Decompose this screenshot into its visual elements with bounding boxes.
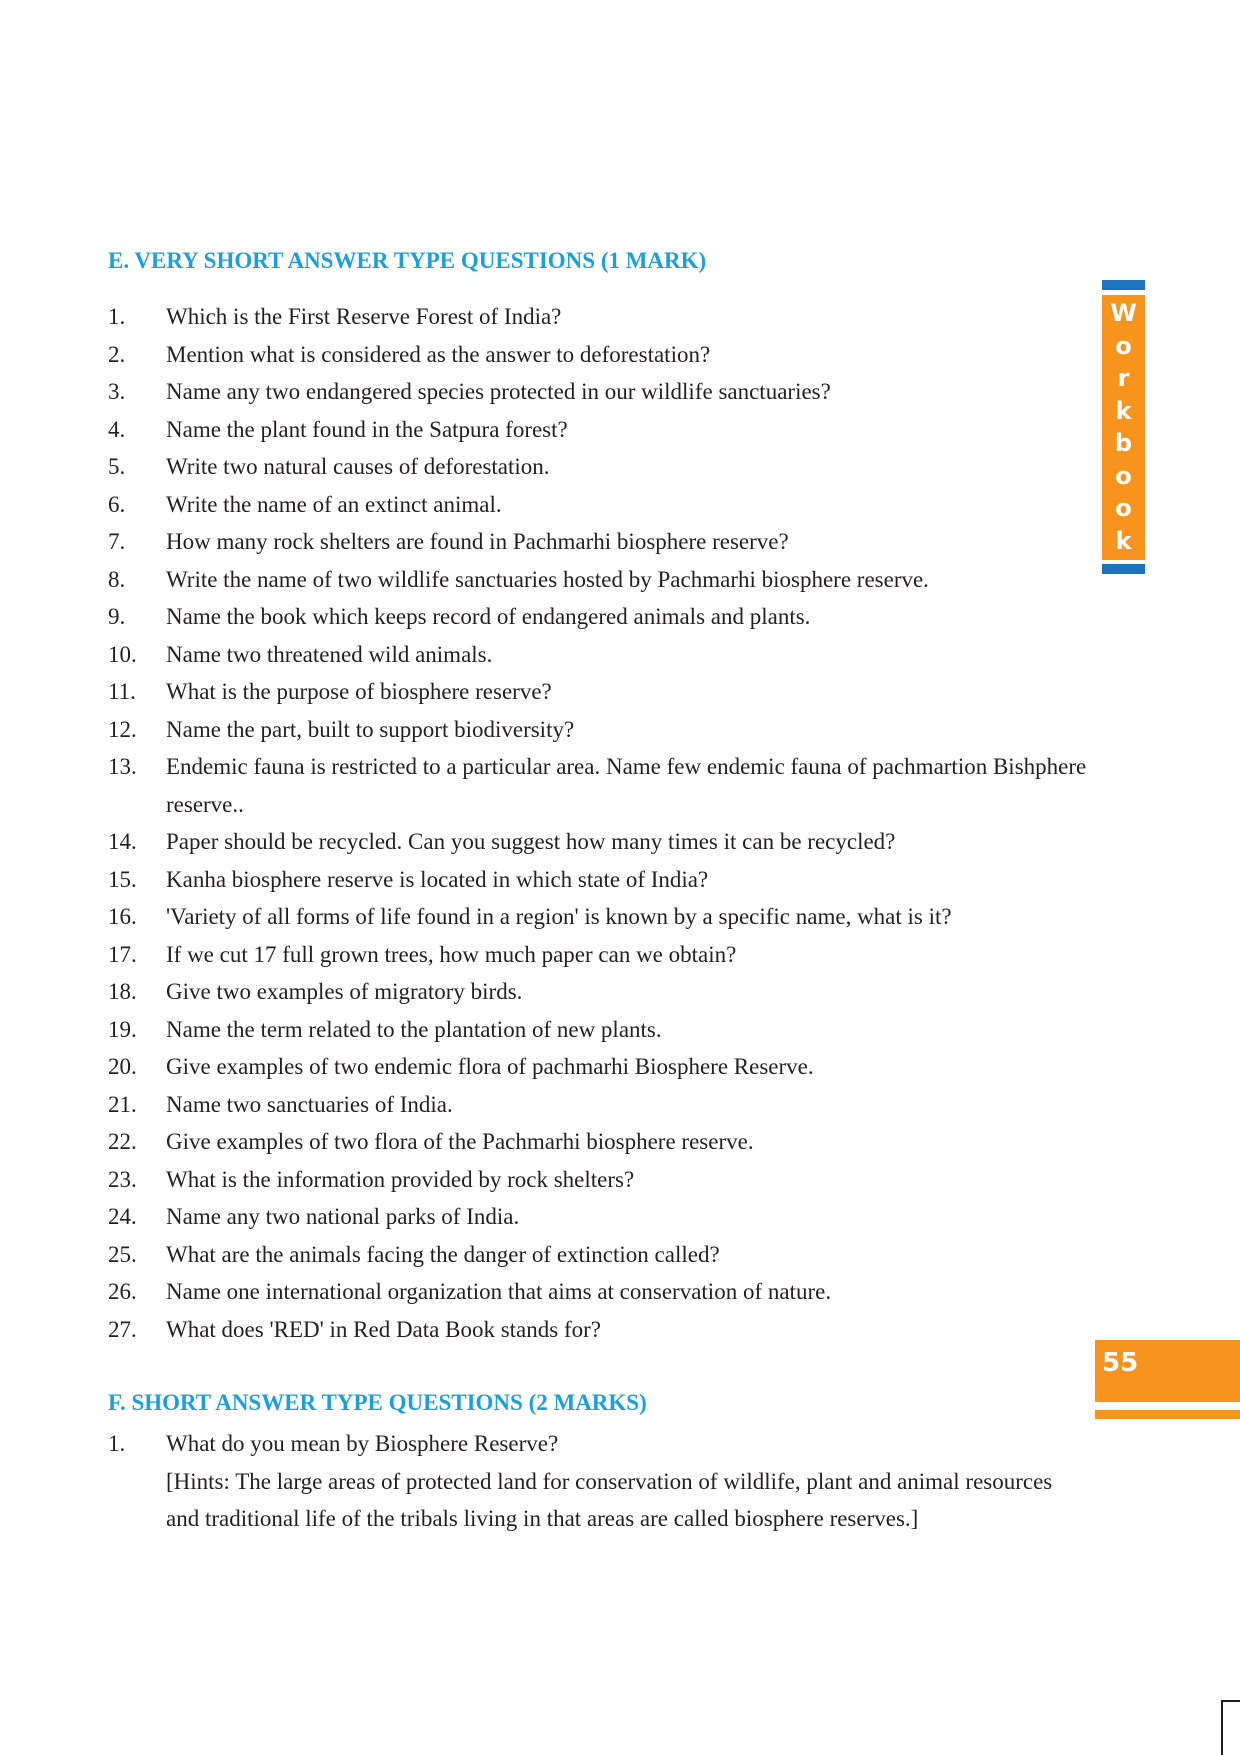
question-item bbox=[108, 448, 1088, 486]
question-text: What is the information provided by rock shelters? bbox=[166, 1166, 635, 1192]
question-text: Name the book which keeps record of endangered animals and plants. bbox=[166, 604, 811, 629]
question-item bbox=[108, 1123, 1088, 1161]
question-number: 6. bbox=[108, 491, 126, 517]
question-number: 9. bbox=[108, 604, 126, 629]
question-text: Mention what is considered as the answer to deforestation? bbox=[166, 341, 711, 367]
workbook-side-tab bbox=[1102, 295, 1145, 560]
crop-mark-horizontal bbox=[1221, 1700, 1240, 1702]
question-text: Endemic fauna is restricted to a particular area. Name few endemic fauna of pachmartion Bishphere reserve.. bbox=[166, 754, 1087, 817]
question-text: What do you mean by Biosphere Reserve? bbox=[166, 1431, 559, 1456]
question-text: Name the term related to the plantation of new plants. bbox=[166, 1016, 662, 1042]
side-tab-letter: k bbox=[1115, 396, 1132, 425]
section-e-heading: E. VERY SHORT ANSWER TYPE QUESTIONS (1 MARK) bbox=[108, 248, 707, 273]
question-text: What is the purpose of biosphere reserve? bbox=[166, 679, 552, 704]
question-item bbox=[108, 673, 1088, 711]
question-text: Name one international organization that aims at conservation of nature. bbox=[166, 1279, 832, 1304]
crop-mark-vertical bbox=[1221, 1702, 1223, 1755]
question-item bbox=[108, 561, 1088, 599]
side-tab-letter: o bbox=[1115, 461, 1132, 490]
question-item bbox=[108, 636, 1088, 674]
question-item bbox=[108, 1311, 1088, 1349]
question-item bbox=[108, 861, 1088, 899]
question-item bbox=[108, 336, 1088, 374]
question-text: How many rock shelters are found in Pachmarhi biosphere reserve? bbox=[166, 529, 789, 554]
question-text: Paper should be recycled. Can you suggest how many times it can be recycled? bbox=[166, 829, 896, 854]
question-number: 12. bbox=[108, 716, 137, 742]
question-item bbox=[108, 1273, 1088, 1311]
question-text: Name any two national parks of India. bbox=[166, 1204, 520, 1229]
question-text: Which is the First Reserve Forest of India? bbox=[166, 304, 562, 329]
question-item bbox=[108, 1236, 1088, 1274]
question-number: 8. bbox=[108, 566, 126, 592]
question-number: 7. bbox=[108, 529, 126, 554]
question-text: What does 'RED' in Red Data Book stands for? bbox=[166, 1316, 601, 1342]
page-number-underline bbox=[1095, 1410, 1240, 1419]
question-item bbox=[108, 898, 1088, 936]
question-item bbox=[108, 298, 1088, 336]
question-text: Kanha biosphere reserve is located in which state of India? bbox=[166, 866, 709, 892]
question-item bbox=[108, 373, 1088, 411]
question-number: 15. bbox=[108, 866, 137, 892]
question-text: If we cut 17 full grown trees, how much paper can we obtain? bbox=[166, 941, 737, 967]
side-tab-letter: W bbox=[1110, 299, 1137, 327]
side-tab-letter: k bbox=[1115, 526, 1132, 555]
question-text: Give examples of two endemic flora of pachmarhi Biosphere Reserve. bbox=[166, 1054, 814, 1079]
question-item bbox=[108, 411, 1088, 449]
question-number: 14. bbox=[108, 829, 137, 854]
question-number: 21. bbox=[108, 1091, 137, 1117]
question-text: Name any two endangered species protected in our wildlife sanctuaries? bbox=[166, 379, 831, 404]
question-number: 1. bbox=[108, 304, 126, 329]
question-item bbox=[108, 598, 1088, 636]
question-text: 'Variety of all forms of life found in a region' is known by a specific name, what is it? bbox=[166, 904, 952, 929]
question-text: Name two threatened wild animals. bbox=[166, 641, 493, 667]
question-text: Give examples of two flora of the Pachmarhi biosphere reserve. bbox=[166, 1129, 754, 1154]
question-number: 1. bbox=[108, 1431, 126, 1456]
side-tab-letter: r bbox=[1117, 364, 1130, 392]
page-number-box bbox=[1095, 1340, 1240, 1402]
question-text: Write the name of two wildlife sanctuaries hosted by Pachmarhi biosphere reserve. bbox=[166, 566, 929, 592]
question-number: 4. bbox=[108, 416, 126, 442]
question-number: 19. bbox=[108, 1016, 137, 1042]
question-item bbox=[108, 823, 1088, 861]
answer-hint: [Hints: The large areas of protected land for conservation of wildlife, plant and animal resources and traditional life of the tribals living in that areas are called biosphere reserves.] bbox=[166, 1468, 1053, 1531]
question-number: 23. bbox=[108, 1166, 137, 1192]
question-item bbox=[108, 936, 1088, 974]
question-number: 25. bbox=[108, 1241, 137, 1267]
question-text: Name two sanctuaries of India. bbox=[166, 1091, 453, 1117]
side-tab-letter: o bbox=[1115, 494, 1132, 522]
question-item bbox=[108, 1086, 1088, 1124]
question-item bbox=[108, 1011, 1088, 1049]
section-e-question-list bbox=[108, 298, 1088, 1348]
question-number: 5. bbox=[108, 454, 126, 479]
question-number: 10. bbox=[108, 641, 137, 667]
question-text: Name the part, built to support biodiversity? bbox=[166, 716, 575, 742]
question-text: Write two natural causes of deforestation. bbox=[166, 454, 550, 479]
question-item bbox=[108, 748, 1088, 823]
question-item bbox=[108, 1048, 1088, 1086]
question-number: 27. bbox=[108, 1316, 137, 1342]
question-number: 17. bbox=[108, 941, 137, 967]
side-tab-letter: b bbox=[1114, 429, 1133, 457]
question-item bbox=[108, 523, 1088, 561]
section-f-heading: F. SHORT ANSWER TYPE QUESTIONS (2 MARKS) bbox=[108, 1390, 647, 1415]
question-number: 18. bbox=[108, 979, 137, 1004]
question-item bbox=[108, 1161, 1088, 1199]
question-item bbox=[108, 1425, 1088, 1538]
question-text: Write the name of an extinct animal. bbox=[166, 491, 502, 517]
page-number: 55 bbox=[1102, 1348, 1139, 1378]
side-tab-letter: o bbox=[1115, 331, 1132, 360]
question-number: 16. bbox=[108, 904, 137, 929]
question-number: 22. bbox=[108, 1129, 137, 1154]
question-item bbox=[108, 973, 1088, 1011]
section-f-question-list bbox=[108, 1425, 1088, 1538]
question-item bbox=[108, 486, 1088, 524]
question-number: 2. bbox=[108, 341, 126, 367]
question-item bbox=[108, 1198, 1088, 1236]
question-number: 20. bbox=[108, 1054, 137, 1079]
question-item bbox=[108, 711, 1088, 749]
question-number: 11. bbox=[108, 679, 136, 704]
side-tab-top-bar bbox=[1102, 280, 1145, 290]
question-number: 13. bbox=[108, 754, 137, 779]
question-text: Give two examples of migratory birds. bbox=[166, 979, 523, 1004]
side-tab-bottom-bar bbox=[1102, 564, 1145, 574]
question-text: Name the plant found in the Satpura forest? bbox=[166, 416, 568, 442]
question-number: 26. bbox=[108, 1279, 137, 1304]
question-text: What are the animals facing the danger of extinction called? bbox=[166, 1241, 720, 1267]
question-number: 3. bbox=[108, 379, 126, 404]
question-number: 24. bbox=[108, 1204, 137, 1229]
